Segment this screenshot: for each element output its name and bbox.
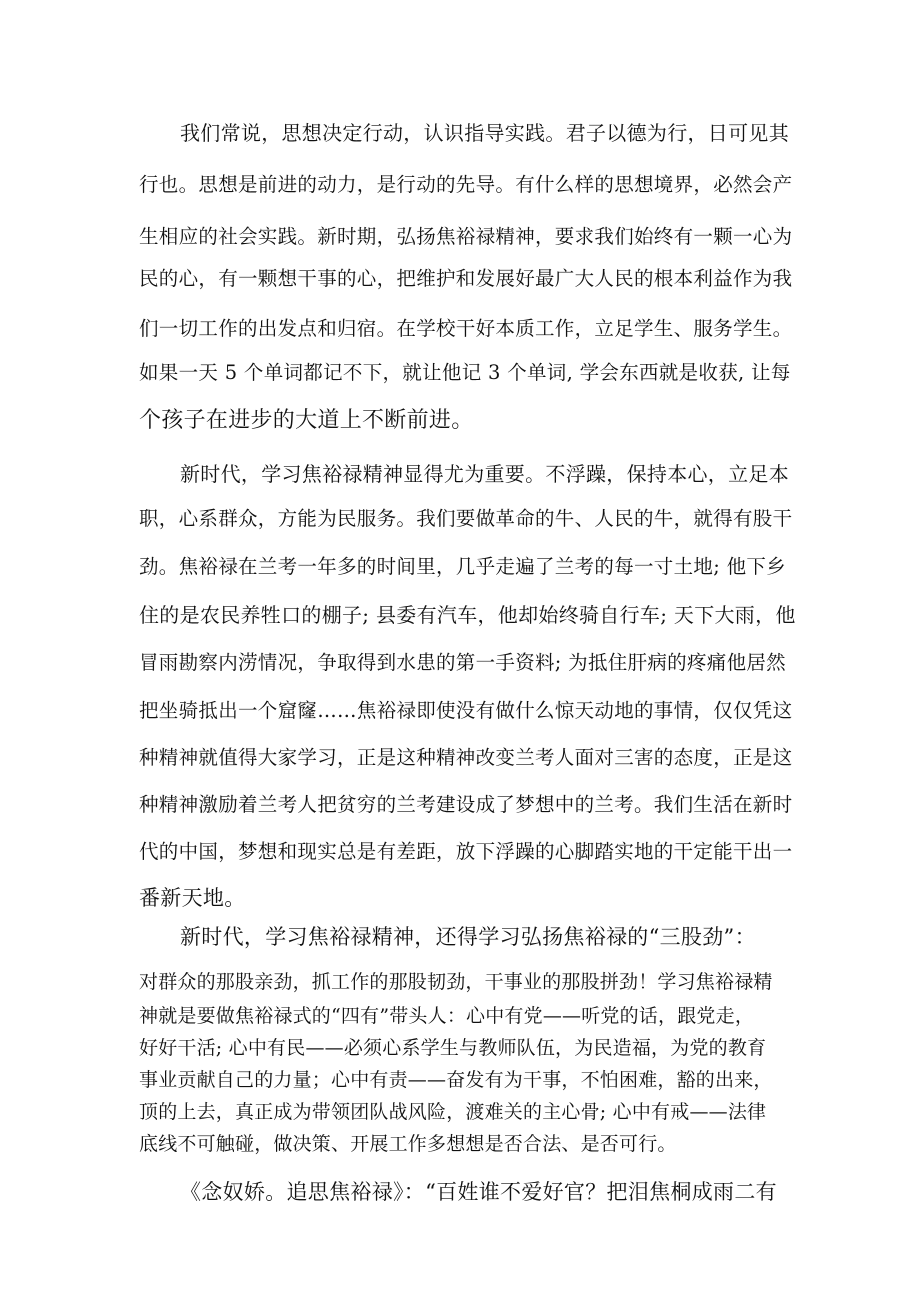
text-line: 底线不可触碰，做决策、开展工作多想想是否合法、是否可行。 bbox=[139, 1133, 677, 1155]
text-line: 顶的上去，真正成为带领团队战风险，渡难关的主心骨; 心中有戒——法律 bbox=[139, 1101, 767, 1123]
text-line: 把坐骑抵出一个窟窿……焦裕禄即使没有做什么惊天动地的事情，仅仅凭这 bbox=[139, 699, 793, 722]
text-line: 个孩子在进步的大道上不断前进。 bbox=[139, 408, 474, 433]
text-line: 新时代，学习焦裕禄精神，还得学习弘扬焦裕禄的“三股劲”： bbox=[180, 925, 756, 949]
text-line: 神就是要做焦裕禄式的“四有”带头人：心中有党——听党的话，跟党走， bbox=[139, 1005, 755, 1027]
text-line: 行也。思想是前进的动力，是行动的先导。有什么样的思想境界，必然会产 bbox=[139, 173, 793, 196]
text-line: 代的中国，梦想和现实总是有差距，放下浮躁的心脚踏实地的干定能干出一 bbox=[139, 840, 793, 863]
text-line: 新时代，学习焦裕禄精神显得尤为重要。不浮躁，保持本心，立足本 bbox=[180, 462, 789, 486]
text-line: 事业贡献自己的力量；心中有责——奋发有为干事，不怕困难，豁的出来， bbox=[139, 1069, 773, 1091]
text-line: 生相应的社会实践。新时期，弘扬焦裕禄精神，要求我们始终有一颗一心为 bbox=[139, 225, 793, 248]
text-line: 民的心，有一颗想干事的心，把维护和发展好最广大人民的根本利益作为我 bbox=[139, 267, 793, 290]
text-line: 种精神激励着兰考人把贫穷的兰考建设成了梦想中的兰考。我们生活在新时 bbox=[139, 793, 793, 816]
text-line: 职，心系群众，方能为民服务。我们要做革命的牛、人民的牛，就得有股干 bbox=[139, 507, 793, 530]
text-line: 好好干活; 心中有民——必须心系学生与教师队伍，为民造福，为党的教育 bbox=[139, 1037, 767, 1059]
text-line: 番新天地。 bbox=[139, 886, 246, 910]
text-line: 种精神就值得大家学习，正是这种精神改变兰考人面对三害的态度，正是这 bbox=[139, 746, 793, 769]
text-line: 劲。焦裕禄在兰考一年多的时间里，几乎走遍了兰考的每一寸土地; 他下乡 bbox=[139, 555, 786, 578]
text-line: 们一切工作的出发点和归宿。在学校干好本质工作，立足学生、服务学生。 bbox=[139, 317, 793, 340]
text-line: 《念奴娇。追思焦裕禄》：“百姓谁不爱好官？把泪焦桐成雨二有 bbox=[180, 1180, 777, 1204]
text-line: 我们常说，思想决定行动，认识指导实践。君子以德为行，日可见其 bbox=[180, 121, 789, 145]
text-line: 对群众的那股亲劲，抓工作的那股韧劲，干事业的那股拼劲！学习焦裕禄精 bbox=[139, 971, 773, 993]
text-line: 冒雨勘察内涝情况，争取得到水患的第一手资料; 为抵住肝病的疼痛他居然 bbox=[139, 651, 786, 674]
text-line: 如果一天 5 个单词都记不下，就让他记 3 个单词, 学会东西就是收获, 让每 bbox=[139, 361, 791, 384]
text-line: 住的是农民养牲口的棚子; 县委有汽车，他却始终骑自行车; 天下大雨，他 bbox=[139, 603, 796, 627]
